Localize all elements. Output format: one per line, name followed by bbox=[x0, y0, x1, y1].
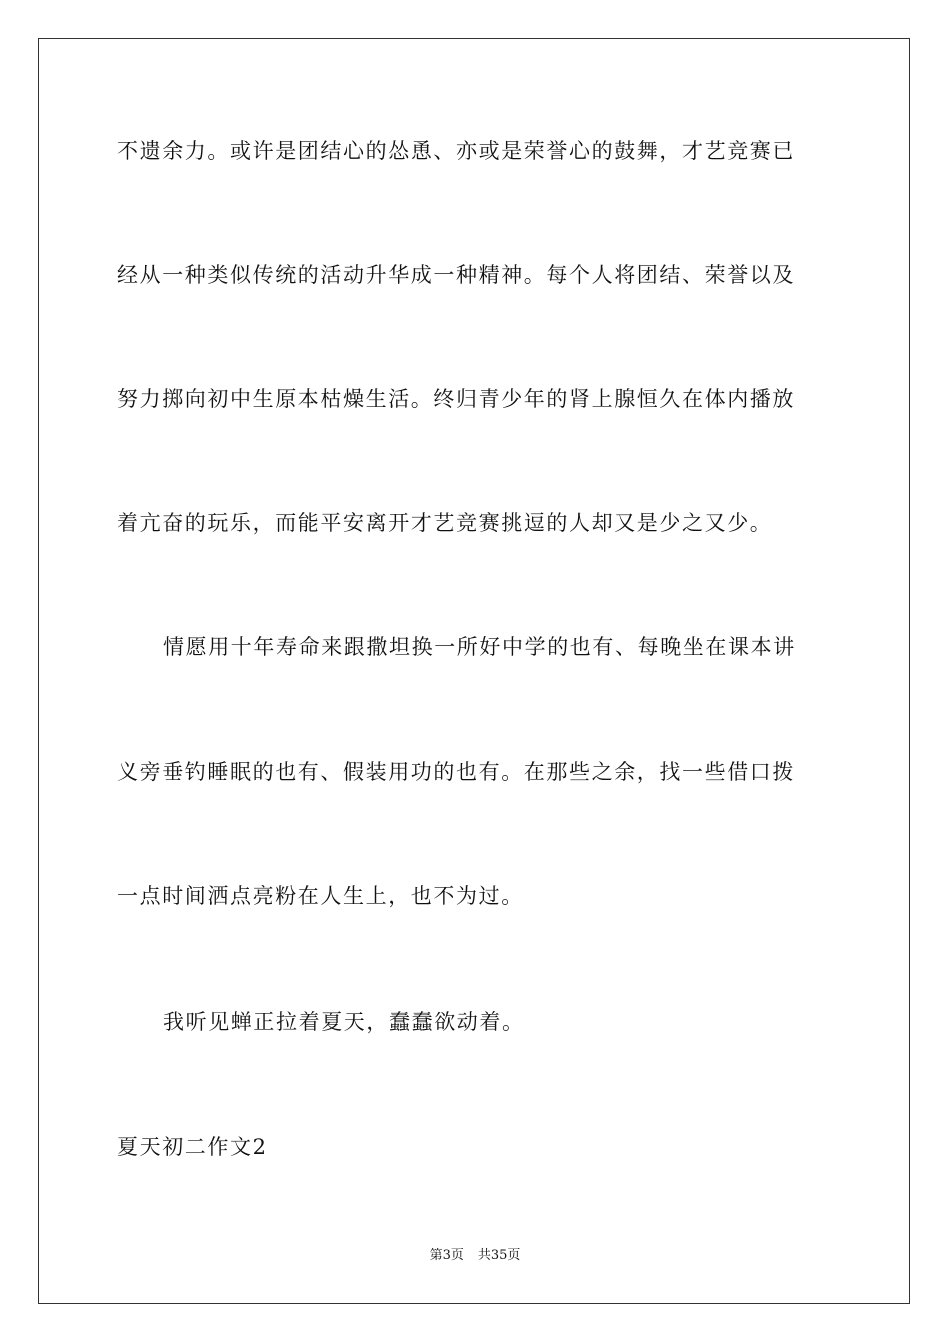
page-border bbox=[38, 38, 910, 1304]
section-heading: 夏天初二作文2 bbox=[117, 1135, 268, 1159]
paragraph-2-line-1: 情愿用十年寿命来跟撒坦换一所好中学的也有、每晚坐在课本讲 bbox=[163, 635, 796, 659]
paragraph-2-line-3: 一点时间洒点亮粉在人生上，也不为过。 bbox=[117, 884, 524, 908]
paragraph-3-line-1: 我听见蝉正拉着夏天，蠢蠢欲动着。 bbox=[163, 1010, 525, 1034]
paragraph-2-line-2: 义旁垂钓睡眠的也有、假装用功的也有。在那些之余，找一些借口拨 bbox=[117, 760, 795, 784]
page-total: 共35页 bbox=[477, 1248, 521, 1263]
page-number: 第3页 bbox=[429, 1248, 464, 1263]
paragraph-1-line-3: 努力掷向初中生原本枯燥生活。终归青少年的肾上腺恒久在体内播放 bbox=[117, 387, 795, 411]
paragraph-1-line-1: 不遗余力。或许是团结心的怂恿、亦或是荣誉心的鼓舞，才艺竞赛已 bbox=[117, 139, 795, 163]
page-footer bbox=[0, 1247, 950, 1265]
paragraph-1-line-4: 着亢奋的玩乐，而能平安离开才艺竞赛挑逗的人却又是少之又少。 bbox=[117, 511, 773, 535]
paragraph-1-line-2: 经从一种类似传统的活动升华成一种精神。每个人将团结、荣誉以及 bbox=[117, 263, 795, 287]
